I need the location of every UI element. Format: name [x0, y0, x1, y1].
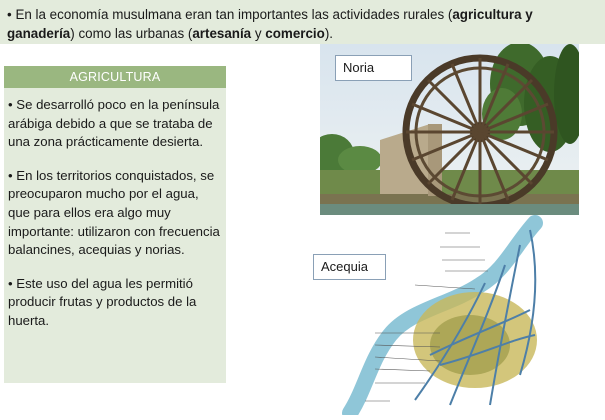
intro-bold-artesania: artesanía [192, 26, 252, 41]
acequia-label: Acequia [313, 254, 386, 280]
intro-banner [0, 0, 605, 44]
agriculture-point: • Se desarrolló poco en la península arábiga debido a que se trataba de una zona prácticamente desierta. [8, 97, 220, 150]
agriculture-point: • En los territorios conquistados, se preocuparon mucho por el agua, que para ellos era algo muy importante: utilizaron con frecuencia balancines, acequias y norias. [8, 167, 220, 258]
intro-text-1: En la economía musulmana eran tan importantes las actividades rurales ( [15, 7, 453, 22]
acequia-map [330, 215, 580, 415]
agriculture-title: AGRICULTURA [4, 66, 226, 88]
intro-text-3: y [251, 26, 266, 41]
agriculture-point: • Este uso del agua les permitió producir frutas y productos de la huerta. [8, 275, 197, 328]
intro-bold-agriculture: agricultura y ganadería [7, 7, 533, 41]
intro-bold-comercio: comercio [265, 26, 325, 41]
agriculture-points [8, 96, 222, 346]
acequia-illustration [330, 215, 580, 415]
agriculture-panel [4, 66, 226, 383]
noria-label: Noria [335, 55, 412, 81]
intro-text-2: ) como las urbanas ( [70, 26, 193, 41]
intro-text-4: ). [324, 26, 334, 41]
intro-bullet: • [7, 7, 12, 22]
